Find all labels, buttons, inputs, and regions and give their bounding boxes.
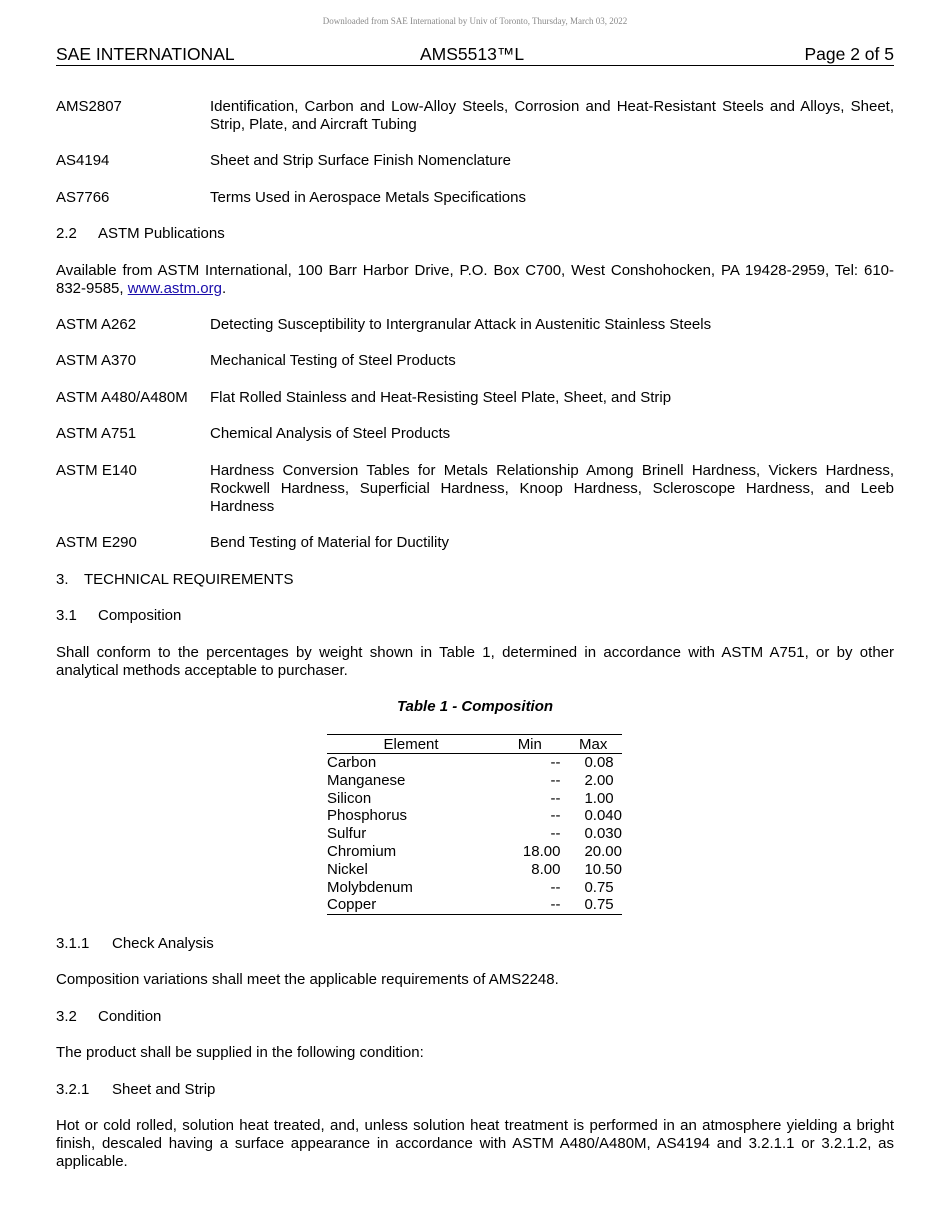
ref-code: AS4194: [56, 152, 110, 169]
cell-max: 0.08: [584, 754, 614, 771]
ref-code: ASTM A370: [56, 352, 137, 369]
column-header-min: Min: [495, 735, 564, 754]
cell-element: Copper: [327, 896, 377, 914]
cell-element: Sulfur: [327, 825, 367, 843]
column-header-element: Element: [327, 735, 495, 754]
cell-min: --: [550, 896, 561, 914]
ref-title: Sheet and Strip Surface Finish Nomenclature: [210, 152, 511, 169]
header-org: SAE INTERNATIONAL: [56, 44, 235, 64]
section-number: 3.1: [56, 607, 77, 624]
table-caption: Table 1 - Composition: [396, 698, 554, 715]
sheet-strip-paragraph: Hot or cold rolled, solution heat treated, and, unless solution heat treatment is performed in an atmosphere yielding a bright finish, descaled having a surface appearance in accordance with ASTM A480/A480M, AS4194 and 3.2.1.1 or 3.2.1.2, as applicable.: [56, 1117, 894, 1170]
cell-min: 18.00: [522, 842, 561, 860]
cell-max: 0.040: [584, 807, 622, 825]
page-header: [56, 43, 894, 66]
ref-code: ASTM A262: [56, 316, 137, 333]
ref-code: AMS2807: [56, 98, 122, 115]
cell-element: Silicon: [327, 789, 372, 807]
section-number: 2.2: [56, 225, 77, 242]
cell-min: --: [550, 825, 561, 843]
section-title: Composition: [98, 607, 182, 624]
cell-max: 20.00: [584, 842, 622, 860]
table-row: [327, 861, 622, 879]
table-row: [327, 825, 622, 843]
table-row: [327, 772, 622, 790]
table-row: [327, 879, 622, 897]
cell-max: 0.75: [584, 878, 614, 896]
cell-min: --: [550, 878, 561, 896]
astm-intro-text: Available from ASTM International, 100 Barr Harbor Drive, P.O. Box C700, West Conshohocken, PA 19428-2959, Tel: 610-832-9585,: [56, 262, 894, 297]
section-title: Check Analysis: [112, 935, 214, 952]
ref-title: Chemical Analysis of Steel Products: [210, 425, 451, 442]
cell-element: Nickel: [327, 860, 368, 878]
cell-min: --: [550, 754, 561, 771]
section-title: ASTM Publications: [98, 225, 225, 242]
section-title: TECHNICAL REQUIREMENTS: [84, 571, 294, 588]
astm-intro-paragraph: [56, 262, 894, 298]
section-title: Sheet and Strip: [112, 1081, 216, 1098]
download-notice: Downloaded from SAE International by Univ of Toronto, Thursday, March 03, 2022: [322, 16, 628, 26]
ref-title: Bend Testing of Material for Ductility: [210, 534, 449, 551]
ref-code: ASTM E140: [56, 462, 137, 479]
section-number: 3.2: [56, 1008, 77, 1025]
column-header-max: Max: [564, 735, 622, 754]
ref-title: Terms Used in Aerospace Metals Specifications: [210, 189, 526, 206]
cell-element: Phosphorus: [327, 807, 408, 825]
table-row: [327, 843, 622, 861]
cell-element: Chromium: [327, 842, 397, 860]
cell-max: 10.50: [584, 860, 622, 878]
ref-title: Identification, Carbon and Low-Alloy Steels, Corrosion and Heat-Resistant Steels and Alloys, Sheet, Strip, Plate, and Aircraft Tubing: [210, 98, 894, 133]
section-number: 3.: [56, 571, 69, 588]
ref-code: ASTM E290: [56, 534, 137, 551]
ref-code: ASTM A480/A480M: [56, 389, 188, 406]
cell-max: 0.75: [584, 896, 614, 914]
header-doc-number: AMS5513™L: [420, 44, 525, 64]
ref-title: Flat Rolled Stainless and Heat-Resisting Steel Plate, Sheet, and Strip: [210, 389, 672, 406]
section-heading-2-2: [56, 225, 225, 243]
section-heading-3-2-1: [56, 1081, 215, 1099]
ref-title: Mechanical Testing of Steel Products: [210, 352, 456, 369]
cell-max: 0.030: [584, 825, 622, 843]
table-row: [327, 896, 622, 914]
astm-intro-end: .: [221, 280, 227, 297]
cell-max: 2.00: [584, 771, 614, 789]
table-header-row: [327, 735, 622, 754]
header-page-number: Page 2 of 5: [804, 44, 894, 64]
cell-element: Manganese: [327, 771, 406, 789]
section-number: 3.2.1: [56, 1081, 90, 1098]
cell-min: 8.00: [531, 860, 561, 878]
cell-min: --: [550, 771, 561, 789]
cell-max: 1.00: [584, 789, 614, 807]
ref-code: ASTM A751: [56, 425, 137, 442]
condition-paragraph: The product shall be supplied in the following condition:: [56, 1044, 424, 1061]
cell-min: --: [550, 789, 561, 807]
cell-element: Molybdenum: [327, 878, 413, 896]
section-heading-3-2: [56, 1008, 161, 1026]
table-row: [327, 807, 622, 825]
composition-table: [327, 734, 622, 915]
astm-link[interactable]: www.astm.org: [127, 280, 222, 297]
section-heading-3-1-1: [56, 935, 214, 953]
check-analysis-paragraph: Composition variations shall meet the applicable requirements of AMS2248.: [56, 971, 559, 988]
cell-element: Carbon: [327, 754, 377, 771]
table-row: [327, 754, 622, 772]
ref-title: Hardness Conversion Tables for Metals Relationship Among Brinell Hardness, Vickers Hardness, Rockwell Hardness, Superficial Hardness, Knoop Hardness, Scleroscope Hardness, and Leeb Hardness: [210, 462, 894, 515]
section-title: Condition: [98, 1008, 162, 1025]
section-number: 3.1.1: [56, 935, 90, 952]
section-heading-3: [56, 571, 293, 589]
table-row: [327, 790, 622, 808]
section-heading-3-1: [56, 607, 181, 625]
cell-min: --: [550, 807, 561, 825]
ref-code: AS7766: [56, 189, 110, 206]
composition-paragraph: Shall conform to the percentages by weight shown in Table 1, determined in accordance with ASTM A751, or by other analytical methods acceptable to purchaser.: [56, 644, 894, 679]
ref-title: Detecting Susceptibility to Intergranular Attack in Austenitic Stainless Steels: [210, 316, 712, 333]
